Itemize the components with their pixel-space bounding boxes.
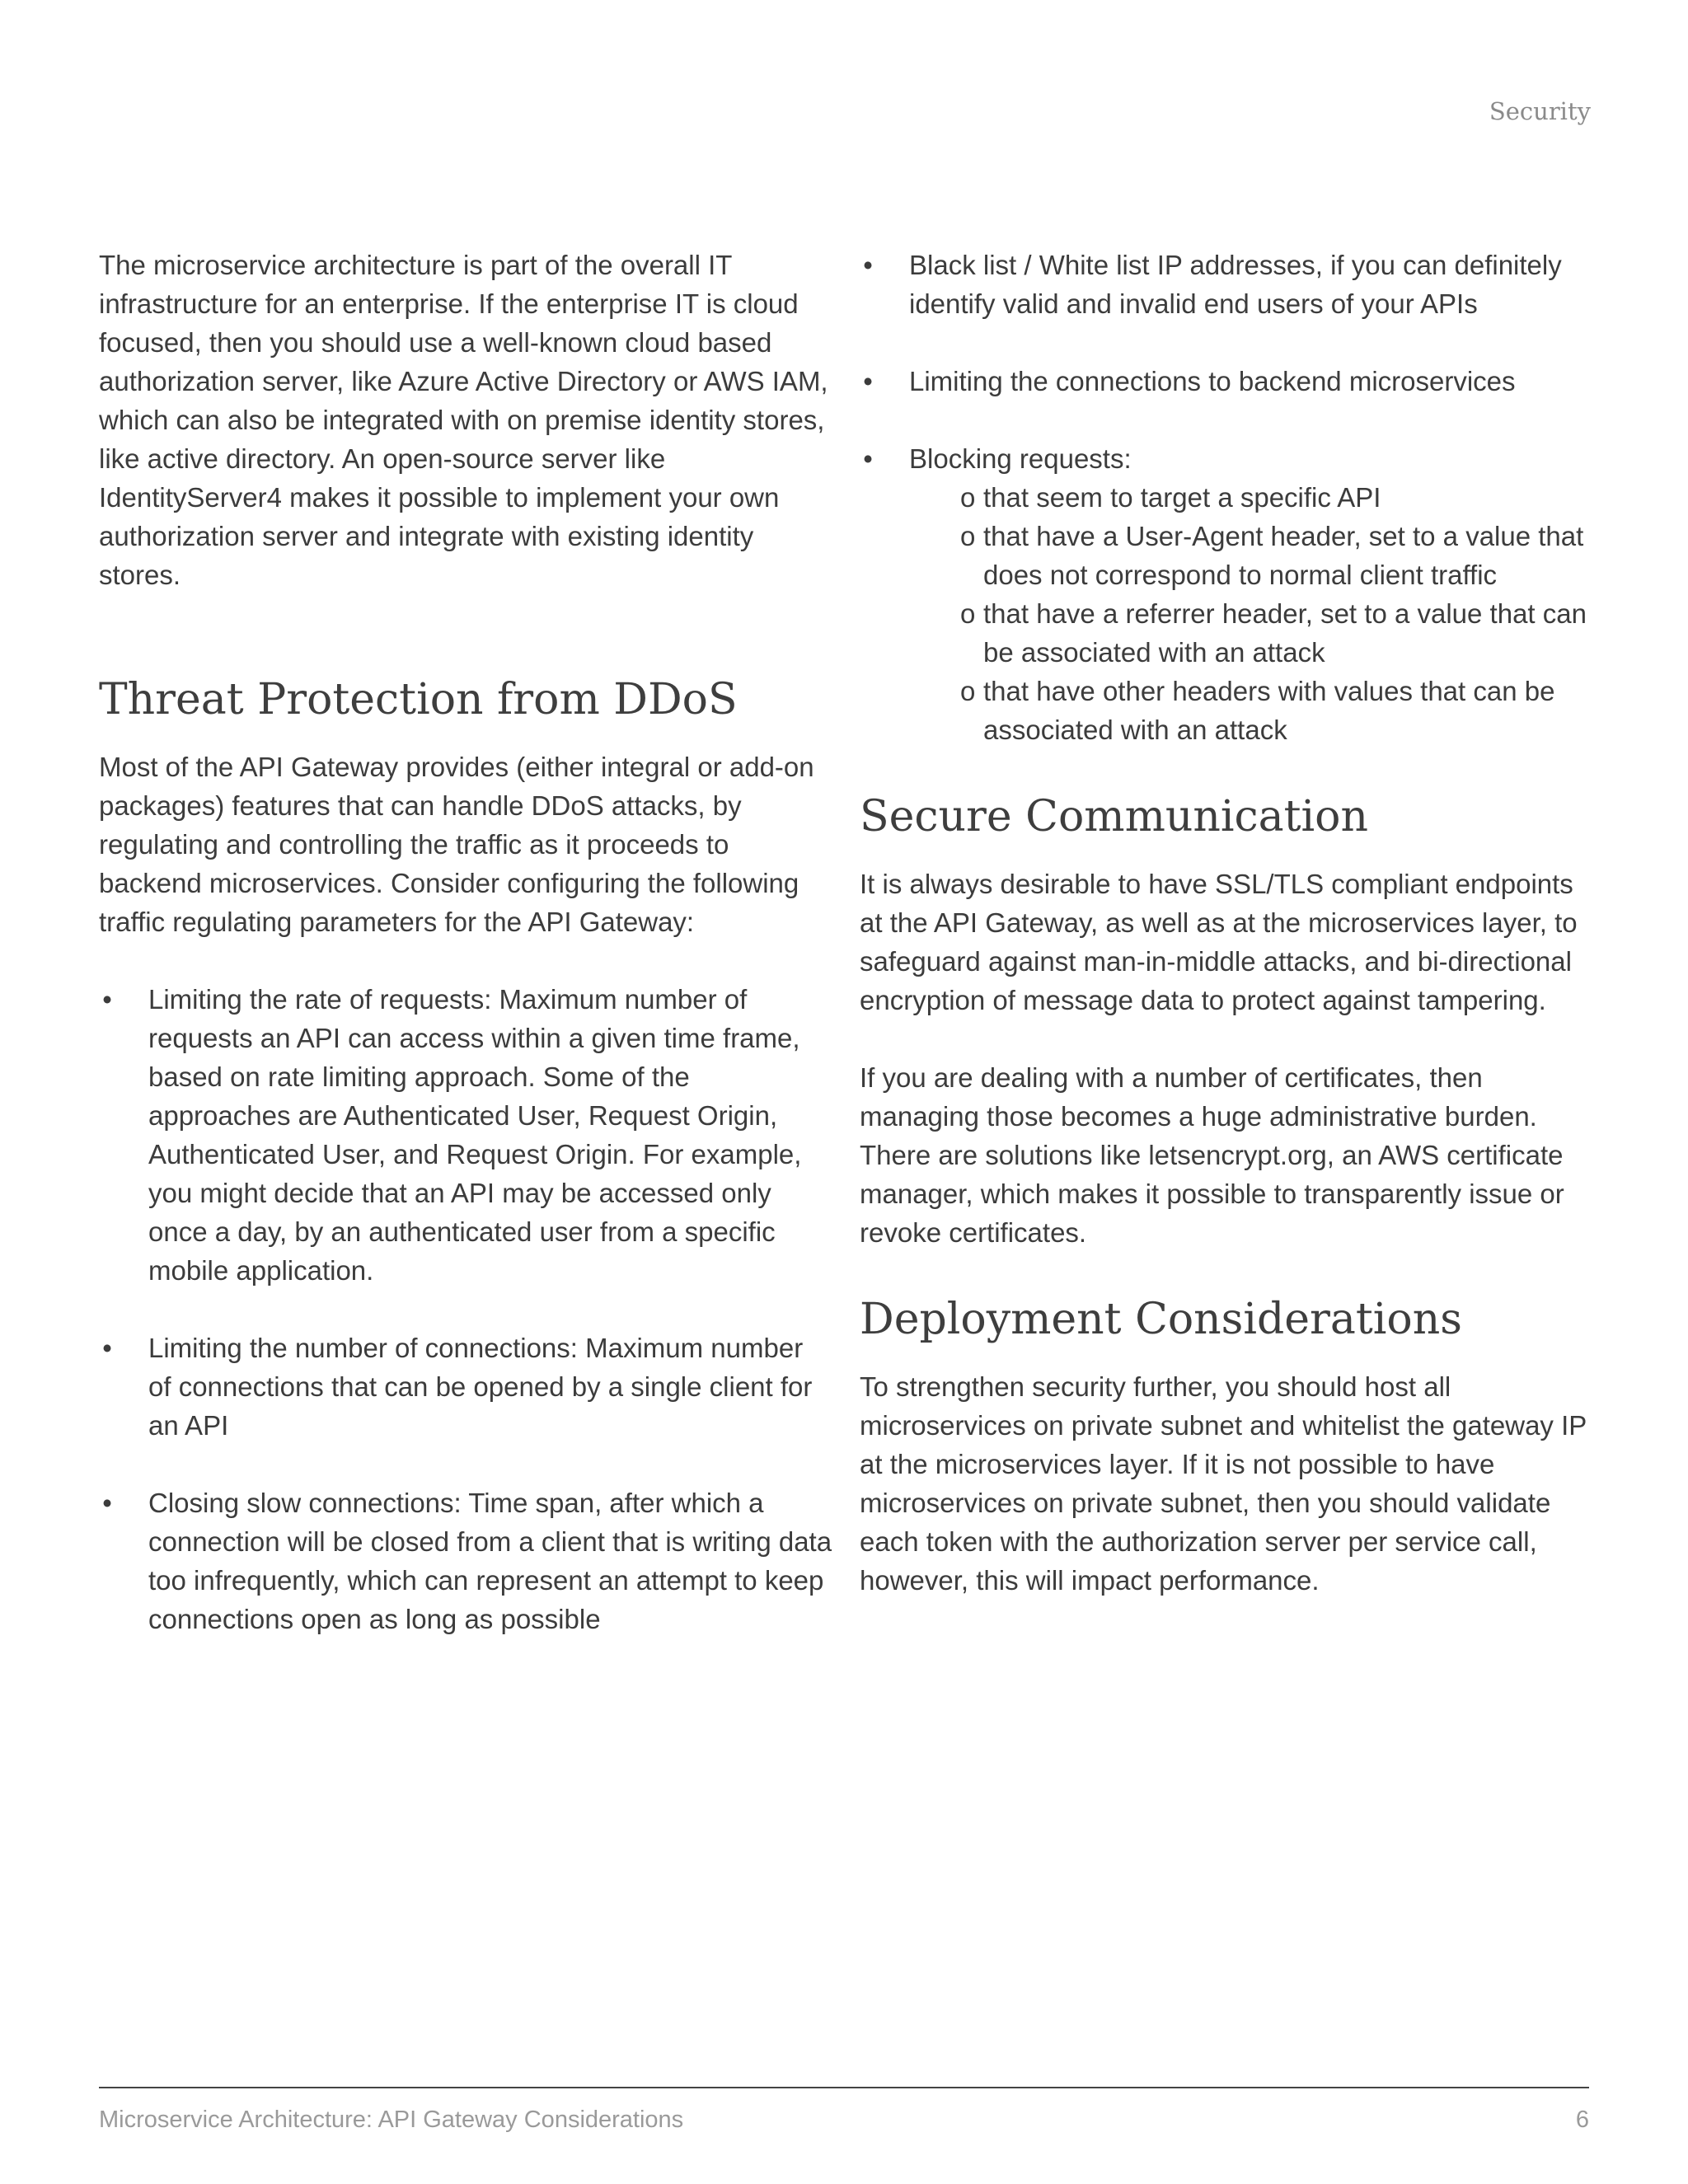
sub-bullet-icon: o — [960, 482, 976, 513]
deployment-heading: Deployment Considerations — [860, 1295, 1462, 1344]
bullet-icon: • — [863, 366, 873, 396]
sub-list-item — [960, 594, 1593, 672]
sub-list-item — [960, 478, 1593, 517]
bullet-icon: • — [863, 250, 873, 280]
list-item — [99, 980, 832, 1290]
ddos-bullet-list — [99, 980, 832, 1638]
secure-paragraph-2: If you are dealing with a number of certificates, then managing those becomes a huge administrative burden. There are solutions like letsencrypt.org, an AWS certificate manager, which makes it possible to transparently issue or revoke certificates. — [860, 1062, 1564, 1248]
bullet-icon: • — [102, 1488, 112, 1518]
bullet-icon: • — [102, 1333, 112, 1363]
ddos-paragraph: Most of the API Gateway provides (either integral or add-on packages) features that can handle DDoS attacks, by regulating and controlling the traffic as it proceeds to backend microservices. Consider configuring the following traffic regulating parameters for the API Gateway: — [99, 752, 814, 937]
list-item — [99, 1483, 832, 1638]
sub-bullet-icon: o — [960, 521, 976, 551]
bullet-text: Blocking requests: — [909, 443, 1132, 474]
secure-paragraph-1: It is always desirable to have SSL/TLS compliant endpoints at the API Gateway, as well as at the microservices layer, to safeguard against man-in-middle attacks, and bi-directional encryption of message data to protect against tampering. — [860, 869, 1578, 1015]
intro-paragraph: The microservice architecture is part of the overall IT infrastructure for an enterprise. If the enterprise IT is cloud focused, then you should use a well-known cloud based authorization server, like Azure Active Directory or AWS IAM, which can also be integrated with on premise identity stores, like active directory. An open-source server like IdentityServer4 makes it possible to implement your own authorization server and integrate with existing identity stores. — [99, 250, 828, 590]
right-column — [860, 246, 1593, 1600]
footer-document-title: Microservice Architecture: API Gateway Considerations — [99, 2107, 684, 2133]
list-item — [860, 439, 1593, 749]
sub-list-item — [960, 517, 1593, 594]
deployment-paragraph: To strengthen security further, you should host all microservices on private subnet and whitelist the gateway IP at the microservices layer. If it is not possible to have microservices on private subnet, then you should validate each token with the authorization server per service call, however, this will impact performance. — [860, 1371, 1587, 1596]
secure-communication-heading: Secure Communication — [860, 792, 1368, 841]
list-item — [860, 362, 1593, 401]
bullet-icon: • — [102, 984, 112, 1015]
sub-bullet-text: that seem to target a specific API — [983, 482, 1381, 513]
bullet-text: Closing slow connections: Time span, after which a connection will be closed from a client that is writing data too infrequently, which can represent an attempt to keep connections open as long as possible — [148, 1488, 832, 1634]
bullet-text: Black list / White list IP addresses, if you can definitely identify valid and invalid end users of your APIs — [909, 250, 1562, 319]
sub-bullet-text: that have other headers with values that can be associated with an attack — [983, 676, 1555, 745]
sub-bullet-icon: o — [960, 676, 976, 706]
page-number: 6 — [1575, 2107, 1589, 2133]
sub-list-item — [960, 672, 1593, 749]
sub-bullet-text: that have a referrer header, set to a value that can be associated with an attack — [983, 598, 1587, 668]
bullet-text: Limiting the number of connections: Maximum number of connections that can be opened by a single client for an API — [148, 1333, 813, 1441]
left-column — [99, 246, 832, 1638]
running-header-section: Security — [1489, 97, 1591, 125]
footer-divider — [99, 2087, 1589, 2088]
bullet-text: Limiting the connections to backend microservices — [909, 366, 1516, 396]
sub-bullet-text: that have a User-Agent header, set to a value that does not correspond to normal client traffic — [983, 521, 1584, 590]
ddos-heading: Threat Protection from DDoS — [99, 675, 738, 724]
list-item — [99, 1329, 832, 1445]
list-item — [860, 246, 1593, 323]
ddos-bullet-list-continued — [860, 246, 1593, 749]
bullet-text: Limiting the rate of requests: Maximum number of requests an API can access within a given time frame, based on rate limiting approach. Some of the approaches are Authenticated User, Request Origin, Authenticated User, and Request Origin. For example, you might decide that an API may be accessed only once a day, by an authenticated user from a specific mobile application. — [148, 984, 802, 1286]
bullet-icon: • — [863, 443, 873, 474]
blocking-sub-list — [909, 478, 1593, 749]
sub-bullet-icon: o — [960, 598, 976, 629]
